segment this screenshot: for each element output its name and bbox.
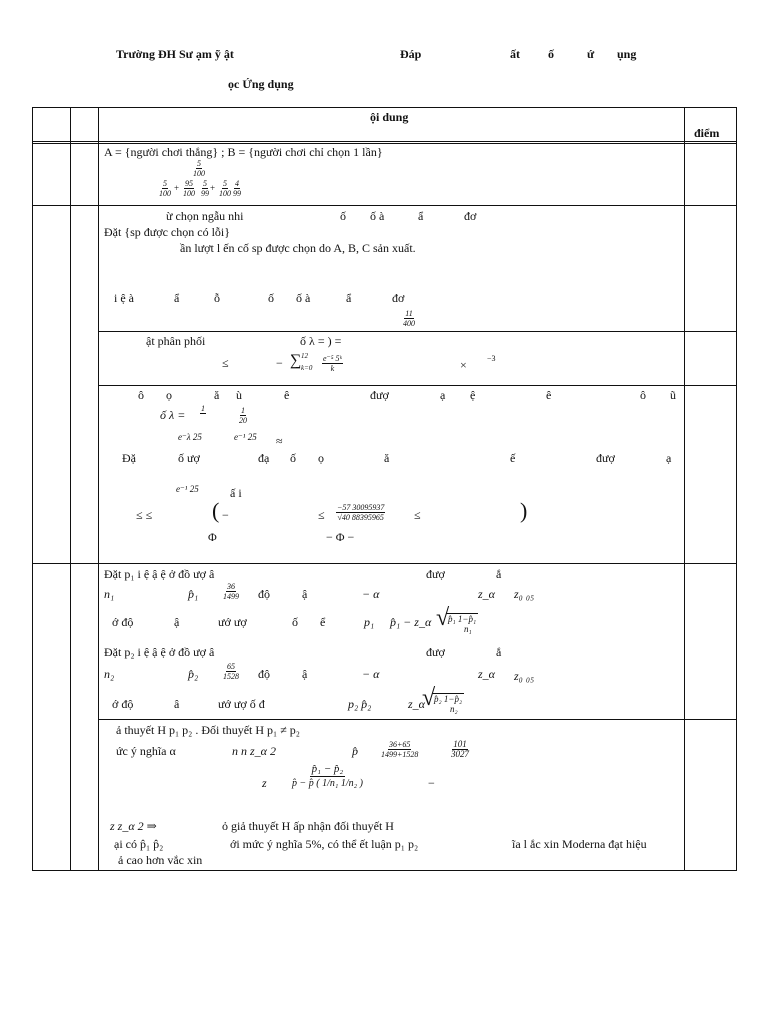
column-header-content: ội dung bbox=[370, 110, 409, 124]
table-rule bbox=[684, 107, 685, 871]
subject-name: ọc Ứng dụng bbox=[228, 77, 294, 91]
row2-text: ố à bbox=[370, 209, 385, 223]
row4-big-fraction: $\frac{-57 30095937}{√40 88395965}$ bbox=[337, 503, 385, 522]
row4-text: ệ bbox=[470, 388, 476, 402]
row5-math: z_α bbox=[478, 587, 495, 601]
sum-upper: 12 bbox=[301, 352, 308, 360]
paren-close: ) bbox=[520, 498, 528, 523]
table-rule bbox=[98, 331, 737, 332]
row5-math: p₁ bbox=[364, 615, 375, 629]
table-rule bbox=[32, 107, 33, 871]
table-rule bbox=[736, 107, 737, 871]
row5-text: ướ ượ ố đ bbox=[218, 697, 265, 711]
row5-math: n₁ bbox=[104, 587, 115, 601]
z-formula: p̂₁ − p̂₂ p̂ − p̂ ( 1/n₁ 1/n₂ ) bbox=[292, 763, 363, 789]
row4-text: ế bbox=[510, 451, 516, 465]
title-part-d: ứ bbox=[587, 47, 595, 61]
row2-text: Đặt {sp được chọn có lỗi} bbox=[104, 225, 231, 239]
sum-symbol: ∑ bbox=[290, 352, 302, 369]
table-rule bbox=[70, 107, 71, 871]
row5-math: p̂₁ bbox=[188, 587, 199, 601]
school-name: Trường ĐH Sư ạm ỹ ật bbox=[116, 47, 234, 61]
row3-leq: ≤ bbox=[222, 356, 229, 370]
row2-text: ỗ bbox=[214, 291, 220, 305]
row5-math: z_α bbox=[408, 697, 425, 711]
row4-text: ă bbox=[384, 451, 390, 465]
row5-text: Đặt p₁ i ệ ậ ệ ở đồ ượ â bbox=[104, 567, 215, 581]
row5-text: ậ bbox=[174, 615, 180, 629]
row5-math: − α bbox=[362, 667, 380, 681]
row2-text: đơ bbox=[464, 209, 477, 223]
row2-text: ẩ bbox=[346, 291, 352, 305]
row5-text: ể bbox=[320, 615, 326, 629]
table-rule bbox=[32, 205, 737, 206]
row6-text: ại có p̂₁ p̂₂ bbox=[114, 837, 164, 851]
row4-leq: ≤ bbox=[318, 508, 325, 522]
table-rule bbox=[98, 719, 737, 720]
row6-minus: − bbox=[428, 776, 435, 790]
row6-text: ức ý nghĩa α bbox=[116, 744, 176, 758]
row1-fraction: $\frac{5}{100}$ bbox=[219, 179, 231, 198]
table-rule bbox=[32, 143, 737, 144]
row4-text: ạ bbox=[440, 388, 446, 402]
hypothesis-line: ả thuyết H p₁ p₂ . Đối thuyết H p₁ ≠ p₂ bbox=[116, 723, 300, 737]
table-rule bbox=[98, 385, 737, 386]
row4-lambda: ố λ = bbox=[160, 408, 186, 422]
row5-text: ắ bbox=[496, 645, 502, 659]
row4-text: ọ bbox=[166, 388, 172, 402]
row5-text: ớ độ bbox=[112, 697, 134, 711]
row4-text: ố ượ bbox=[178, 451, 200, 465]
row4-text: đạ bbox=[258, 451, 270, 465]
row3-text: ật phân phối bbox=[146, 334, 206, 348]
row2-text: ần lượt l ến cố sp được chọn do A, B, C sản xuất. bbox=[180, 241, 416, 255]
row4-text: ê bbox=[284, 388, 290, 402]
sum-lower: k=0 bbox=[301, 364, 313, 372]
row4-exp: e⁻¹ 25 bbox=[176, 484, 199, 494]
row1-fraction: $\frac{5}{100}$ bbox=[159, 179, 171, 198]
row6-math: p̂ bbox=[352, 744, 358, 758]
title-part-c: ố bbox=[548, 47, 554, 61]
row4-fraction: 1 bbox=[201, 404, 205, 413]
row5-text: â bbox=[174, 697, 180, 711]
row4-text: ê bbox=[546, 388, 552, 402]
row2-text: i ệ à bbox=[114, 291, 134, 305]
row4-text: ô bbox=[640, 388, 646, 402]
row6-text: ỏ giả thuyết H ấp nhận đối thuyết H bbox=[222, 819, 394, 833]
z-statistic: z bbox=[262, 776, 267, 790]
row1-fraction: $\frac{5}{99}$ bbox=[201, 179, 209, 198]
times-sign: × bbox=[460, 358, 467, 372]
row1-fraction: $\frac{95}{100}$ bbox=[183, 179, 195, 198]
row4-text: ũ bbox=[670, 388, 676, 402]
row2-text: ố à bbox=[296, 291, 311, 305]
row2-text: ẩ bbox=[174, 291, 180, 305]
phi-expression: − Φ − bbox=[326, 530, 355, 544]
row3-minus: − bbox=[276, 356, 283, 370]
row4-text: ố bbox=[290, 451, 296, 465]
row4-leq: ≤ ≤ bbox=[136, 508, 153, 522]
title-part-b: ất bbox=[510, 47, 520, 61]
table-rule bbox=[32, 107, 737, 108]
row4-text: đượ bbox=[596, 451, 615, 465]
row4-minus: − bbox=[222, 508, 229, 522]
row6-fraction: $\frac{36+65}{1499+1528}$ bbox=[381, 740, 419, 759]
row5-text: đượ bbox=[426, 645, 445, 659]
row1-fraction-top: $\frac{5}{100}$ bbox=[193, 159, 205, 178]
row4-fraction: $\frac{1}{20}$ bbox=[239, 406, 247, 425]
column-header-score: điểm bbox=[694, 126, 720, 140]
paren-open: ( bbox=[212, 498, 220, 523]
row4-text: Đặ bbox=[122, 451, 136, 465]
row5-fraction: $\frac{65}{1528}$ bbox=[223, 662, 239, 681]
plus-sign: + bbox=[210, 183, 216, 193]
row4-exp: e⁻¹ 25 bbox=[234, 432, 257, 442]
row5-text: ậ bbox=[302, 667, 308, 681]
row5-text: ậ bbox=[302, 587, 308, 601]
conclusion-line: ới mức ý nghĩa 5%, có thể ết luận p₁ p₂ bbox=[230, 837, 419, 851]
row4-text: ă bbox=[214, 388, 220, 402]
table-rule bbox=[32, 563, 737, 564]
table-rule bbox=[98, 107, 99, 871]
approx-sign: ≈ bbox=[276, 434, 283, 448]
row6-math: z z_α 2 ⇒ bbox=[110, 819, 157, 833]
row3-fraction: $\frac{\text{e⁻⁵ 5ᵏ}}{k}$ bbox=[323, 354, 342, 373]
row2-fraction: $\frac{11}{400}$ bbox=[403, 309, 415, 328]
row4-text: ù bbox=[236, 388, 242, 402]
plus-sign: + bbox=[174, 183, 180, 193]
row2-text: ố bbox=[340, 209, 346, 223]
title-part-e: ụng bbox=[617, 47, 637, 61]
row5-text: ớ độ bbox=[112, 615, 134, 629]
title-part-a: Đáp bbox=[400, 47, 422, 61]
row5-text: Đặt p₂ i ệ ậ ệ ở đồ ượ â bbox=[104, 645, 215, 659]
row4-text: đượ bbox=[370, 388, 389, 402]
row5-text: ắ bbox=[496, 567, 502, 581]
row5-text: đượ bbox=[426, 567, 445, 581]
row5-text: ướ ượ bbox=[218, 615, 247, 629]
exponent: −3 bbox=[487, 354, 496, 363]
row5-math: p̂₂ bbox=[188, 667, 199, 681]
row5-math: − α bbox=[362, 587, 380, 601]
row6-math: n n z_α 2 bbox=[232, 744, 276, 758]
conclusion-line: ĩa l ắc xin Moderna đạt hiệu bbox=[512, 837, 647, 851]
table-rule bbox=[32, 870, 737, 871]
row5-math: z₀ ₀₅ bbox=[514, 587, 535, 601]
row5-math: z_α bbox=[478, 667, 495, 681]
row5-math: n₂ bbox=[104, 667, 115, 681]
conclusion-line: ả cao hơn vắc xin bbox=[118, 853, 203, 867]
row5-fraction: $\frac{36}{1499}$ bbox=[223, 582, 239, 601]
row5-math: p₂ p̂₂ bbox=[348, 697, 372, 711]
row5-math: p̂₁ − z_α bbox=[390, 615, 432, 629]
row2-text: ẩ bbox=[418, 209, 424, 223]
row1-fraction: $\frac{4}{99}$ bbox=[233, 179, 241, 198]
row6-fraction: $\frac{101}{3027}$ bbox=[451, 739, 469, 759]
row2-text: ừ chọn ngẫu nhi bbox=[166, 209, 244, 223]
row5-text: độ bbox=[258, 667, 270, 681]
row2-text: ố bbox=[268, 291, 274, 305]
row5-math: z₀ ₀₅ bbox=[514, 669, 535, 683]
row3-text: ố λ = ) = bbox=[300, 334, 342, 348]
phi-symbol: Φ bbox=[208, 530, 217, 544]
row4-exp: e⁻λ 25 bbox=[178, 432, 202, 442]
row1-sets: A = {người chơi thắng} ; B = {người chơi chỉ chọn 1 lần} bbox=[104, 145, 383, 159]
row5-text: ố bbox=[292, 615, 298, 629]
row4-leq: ≤ bbox=[414, 508, 421, 522]
row2-text: đơ bbox=[392, 291, 405, 305]
row4-text: ấ i bbox=[230, 486, 242, 500]
row4-text: ạ bbox=[666, 451, 672, 465]
row4-text: ô bbox=[138, 388, 144, 402]
row4-text: ọ bbox=[318, 451, 324, 465]
table-rule bbox=[32, 141, 737, 142]
row5-text: độ bbox=[258, 587, 270, 601]
